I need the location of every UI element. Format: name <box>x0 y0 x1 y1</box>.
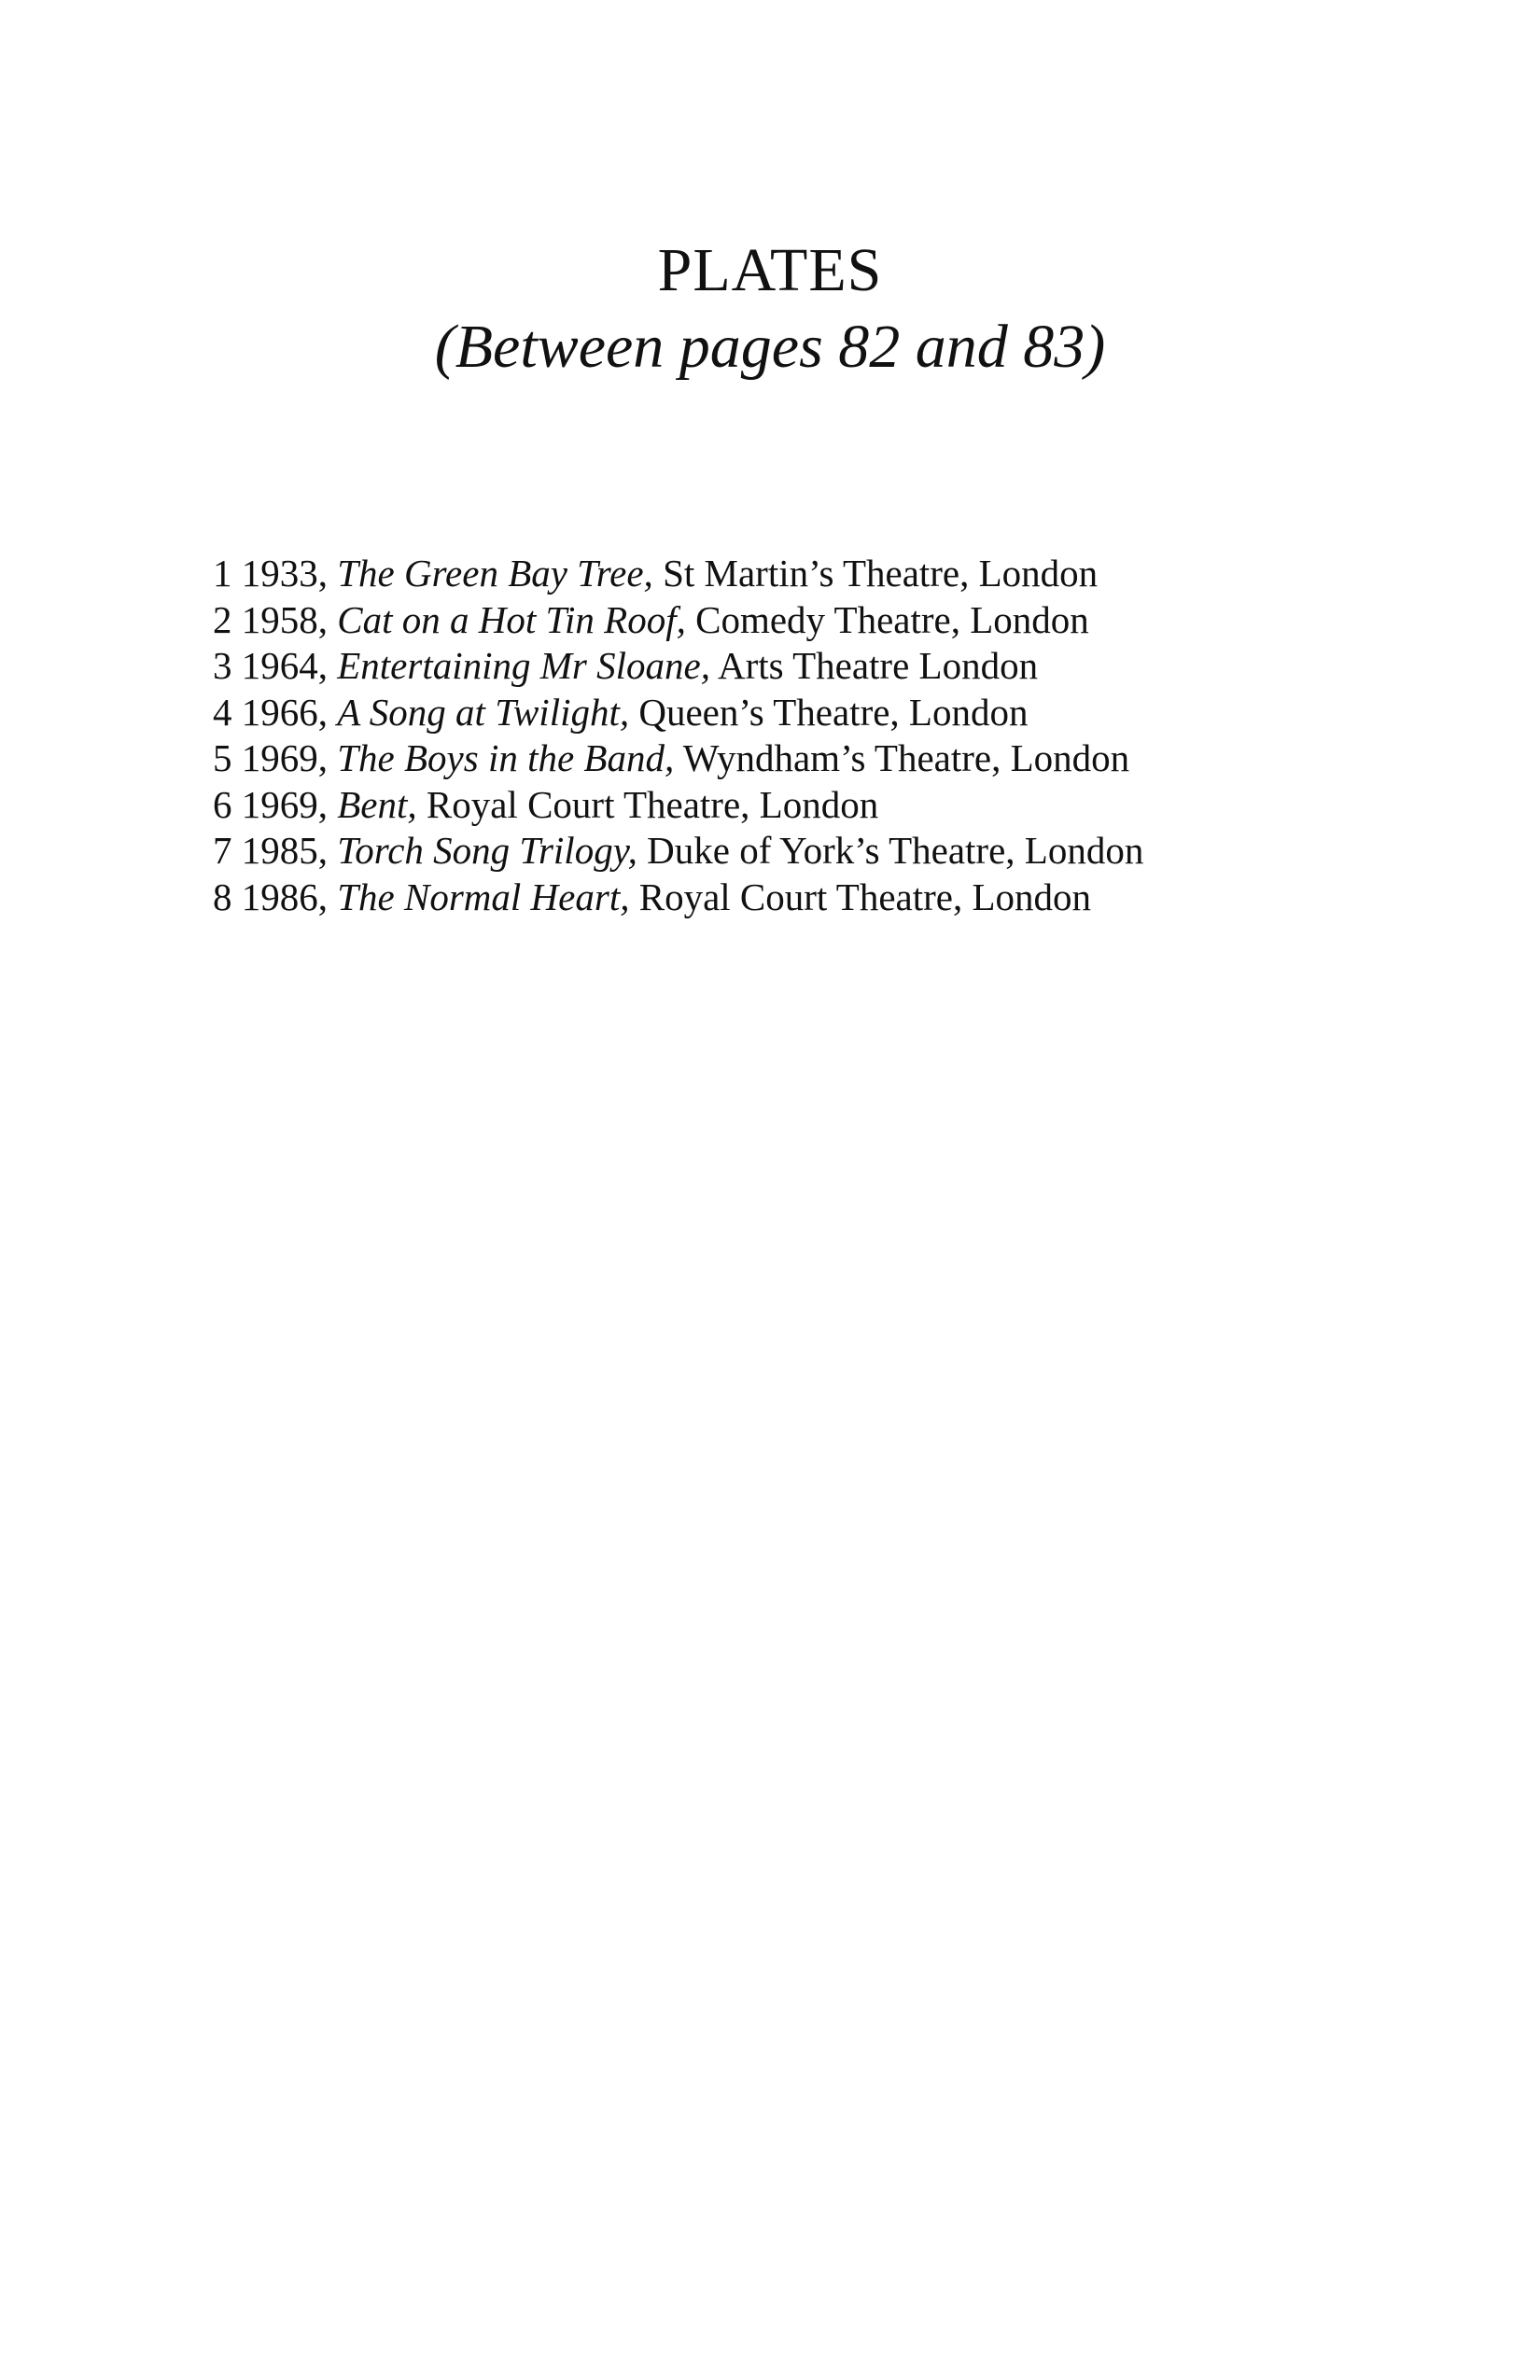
plate-work-title: The Green Bay Tree, <box>337 552 653 595</box>
plate-number: 4 <box>213 690 232 734</box>
plate-item <box>213 643 1426 690</box>
plate-year: 1985, <box>241 829 328 872</box>
page-heading <box>0 233 1540 386</box>
plate-work-title: Cat on a Hot Tin Roof, <box>337 597 686 641</box>
plate-venue: Royal Court Theatre, London <box>638 875 1092 918</box>
plate-work-title: Bent, <box>337 782 417 826</box>
plate-work-title: The Normal Heart, <box>337 875 630 918</box>
plate-number: 5 <box>213 736 232 779</box>
plate-year: 1966, <box>241 690 328 734</box>
plate-year: 1986, <box>241 875 328 918</box>
plate-venue: Queen’s Theatre, London <box>638 690 1029 734</box>
plate-year: 1969, <box>241 736 328 779</box>
plate-venue: Royal Court Theatre, London <box>426 782 879 826</box>
plate-venue: St Martin’s Theatre, London <box>663 552 1099 595</box>
plate-work-title: The Boys in the Band, <box>337 736 675 779</box>
plate-work-title: Entertaining Mr Sloane, <box>337 644 710 687</box>
plate-number: 1 <box>213 552 232 595</box>
plate-venue: Wyndham’s Theatre, London <box>682 736 1130 779</box>
plate-number: 3 <box>213 644 232 687</box>
plate-item <box>213 782 1426 829</box>
plate-work-title: Torch Song Trilogy, <box>337 829 637 872</box>
plate-year: 1969, <box>241 782 328 826</box>
plate-venue: Duke of York’s Theatre, London <box>647 829 1144 872</box>
plate-number: 6 <box>213 782 232 826</box>
plates-list <box>213 551 1426 920</box>
plate-item <box>213 828 1426 875</box>
plate-item <box>213 551 1426 597</box>
plate-item <box>213 875 1426 921</box>
plate-item <box>213 690 1426 736</box>
plate-item <box>213 735 1426 782</box>
plate-year: 1964, <box>241 644 328 687</box>
plate-number: 2 <box>213 597 232 641</box>
plate-venue: Comedy Theatre, London <box>695 597 1089 641</box>
plate-venue: Arts Theatre London <box>717 644 1039 687</box>
plate-year: 1958, <box>241 597 328 641</box>
plate-work-title: A Song at Twilight, <box>337 690 630 734</box>
plate-year: 1933, <box>241 552 328 595</box>
page-title: PLATES <box>657 236 883 304</box>
plate-item <box>213 597 1426 644</box>
plate-number: 7 <box>213 829 232 872</box>
page-subtitle: (Between pages 82 and 83) <box>434 313 1106 381</box>
plate-number: 8 <box>213 875 232 918</box>
